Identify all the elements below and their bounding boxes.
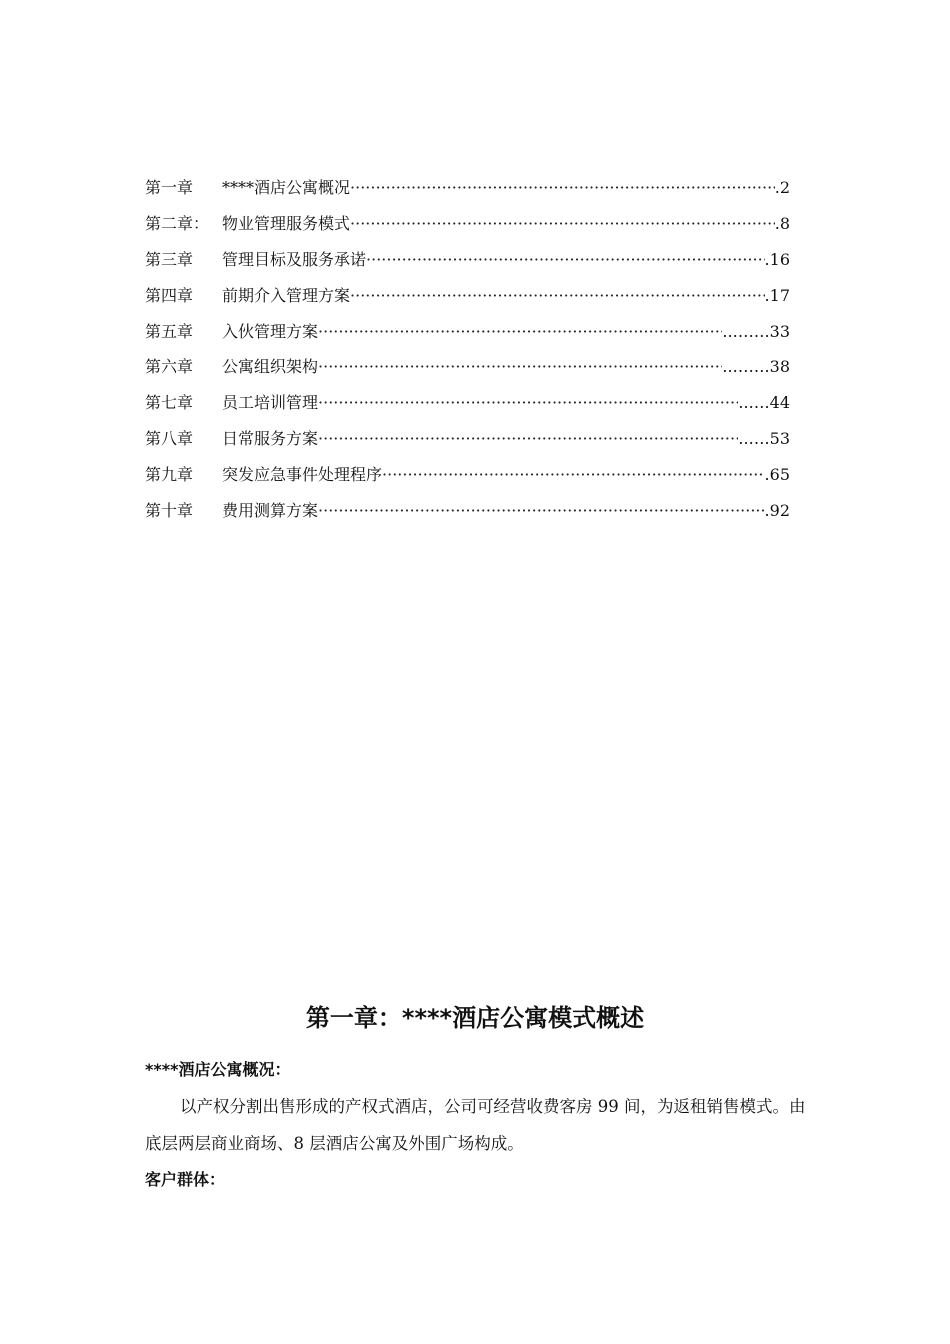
toc-page: .17 (764, 285, 790, 305)
toc-chapter: 第十章 (145, 501, 194, 521)
toc-page: ..…….33 (722, 321, 790, 341)
toc-title: 突发应急事件处理程序 (222, 465, 383, 485)
toc-entry[interactable] (145, 424, 790, 460)
toc-entry[interactable] (145, 352, 790, 388)
toc-page: .92 (764, 501, 790, 521)
toc-entry[interactable] (145, 209, 790, 245)
toc-leader (366, 245, 765, 275)
toc-chapter: 第四章 (145, 285, 194, 305)
toc-page: ..….53 (738, 429, 790, 449)
toc-title: ****酒店公寓概况 (222, 178, 351, 197)
toc-entry[interactable] (145, 281, 790, 317)
toc-title: 员工培训管理 (222, 393, 319, 413)
toc-leader (318, 424, 738, 454)
section-label-customers: 客户群体： (145, 1170, 226, 1189)
toc-entry[interactable] (145, 460, 790, 496)
toc-chapter: 第二章： (145, 213, 210, 233)
toc-leader (350, 281, 765, 311)
toc-title: 公寓组织架构 (222, 357, 319, 377)
toc-page: .2 (774, 178, 790, 197)
toc-page: ..….44 (738, 393, 790, 413)
toc-title: 费用测算方案 (222, 501, 319, 521)
toc-leader (318, 496, 765, 526)
toc-page: .65 (764, 465, 790, 485)
toc-leader (318, 352, 722, 382)
toc-page: .16 (764, 249, 790, 269)
chapter-heading: 第一章：****酒店公寓模式概述 (305, 1004, 645, 1032)
toc-chapter: 第七章 (145, 393, 194, 413)
toc-title: 管理目标及服务承诺 (222, 249, 367, 269)
toc-title: 前期介入管理方案 (222, 285, 351, 305)
toc-page: .8 (774, 213, 790, 233)
toc-chapter: 第五章 (145, 321, 194, 341)
toc-leader (318, 388, 738, 418)
toc-title: 日常服务方案 (222, 429, 319, 449)
toc-title: 物业管理服务模式 (222, 213, 351, 233)
section-label-overview: ****酒店公寓概况： (145, 1060, 291, 1079)
toc-entry[interactable] (145, 245, 790, 281)
toc-chapter: 第六章 (145, 357, 194, 377)
toc-entry[interactable] (145, 496, 790, 532)
toc-title: 入伙管理方案 (222, 321, 319, 341)
toc-leader (350, 209, 775, 239)
toc-entry[interactable] (145, 317, 790, 353)
toc-leader (318, 317, 722, 347)
toc-page: ..…….38 (722, 357, 790, 377)
overview-paragraph: 以产权分割出售形成的产权式酒店，公司可经营收费客房 99 间，为返租销售模式。由底层两层商业商场、8 层酒店公寓及外围广场构成。 (145, 1097, 806, 1153)
toc-chapter: 第一章 (145, 178, 194, 197)
toc-chapter: 第八章 (145, 429, 194, 449)
toc-chapter: 第九章 (145, 465, 194, 485)
toc-leader (350, 173, 775, 203)
toc-entry[interactable] (145, 388, 790, 424)
toc-leader (382, 460, 765, 490)
toc-chapter: 第三章 (145, 249, 194, 269)
toc-entry[interactable] (145, 173, 790, 209)
table-of-contents (145, 173, 790, 532)
